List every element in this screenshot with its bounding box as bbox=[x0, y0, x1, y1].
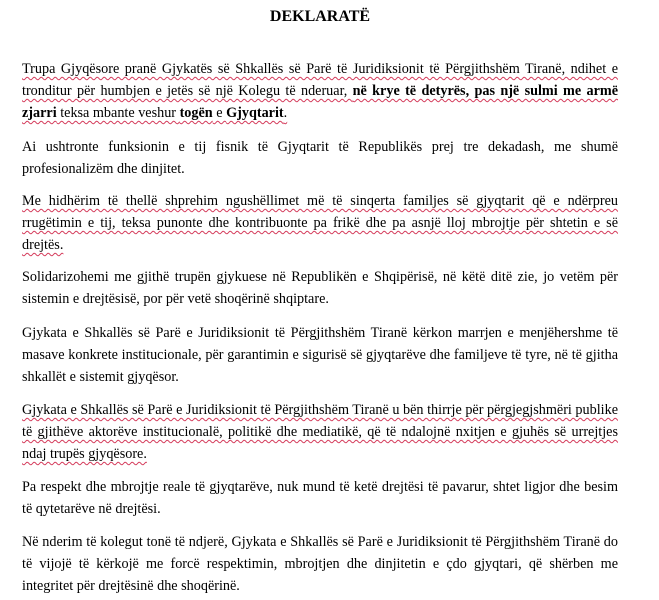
paragraph-text-segment: togën bbox=[179, 105, 213, 121]
document-page bbox=[22, 0, 618, 594]
paragraph-text-segment: në krye të detyrës, pas një sulmi me armë zjarri bbox=[22, 83, 618, 121]
paragraph-2 bbox=[22, 136, 618, 180]
paragraph-text-segment: Solidarizohemi me gjithë trupën gjykuese në Republikën e Shqipërisë, në këtë ditë zie, jo vetëm për sistemin e drejtësisë, por për vetë shoqërinë shqiptare. bbox=[22, 269, 618, 307]
paragraph-text-segment: Gjyqtarit bbox=[226, 105, 284, 121]
paragraph-text-segment: Gjykata e Shkallës së Parë e Juridiksionit të Përgjithshëm Tiranë kërkon marrjen e menjëhershme të masave konkrete institucionale, për garantimin e sigurisë së gjyqtarëve dhe familjeve të tyre, në të gjitha shkallët e sistemit gjyqësor. bbox=[22, 325, 618, 385]
paragraph-7 bbox=[22, 476, 618, 520]
paragraph-text-segment: . bbox=[283, 105, 288, 121]
paragraph-text-segment: e bbox=[212, 105, 227, 121]
paragraph-3 bbox=[22, 190, 618, 256]
paragraph-text-segment: Trupa Gjyqësore pranë Gjykatës së Shkallës së Parë të Juridiksionit të Përgjithshëm Tiranë, ndihet e tronditur për humbjen e jetës së një Kolegu të nderuar, bbox=[22, 61, 618, 99]
paragraph-4 bbox=[22, 266, 618, 310]
paragraph-6 bbox=[22, 399, 618, 465]
paragraph-text-segment: Pa respekt dhe mbrojtje reale të gjyqtarëve, nuk mund të ketë drejtësi të pavarur, shtet ligjor dhe besim të qytetarëve në drejtësi. bbox=[22, 479, 618, 517]
paragraph-1 bbox=[22, 58, 618, 124]
paragraph-text-segment: Ai ushtronte funksionin e tij fisnik të Gjyqtarit të Republikës prej tre dekadash, me shumë profesionalizëm dhe dinjitet. bbox=[22, 139, 618, 177]
paragraph-text-segment: teksa mbante veshur bbox=[56, 105, 180, 121]
paragraph-text-segment: Me hidhërim të thellë shprehim ngushëllimet më të sinqerta familjes së gjyqtarit që e ndërpreu rrugëtimin e tij, teksa punonte dhe kontribuonte pa frikë dhe pa asnjë lloj mbrojtje për shtetin e së drejtës. bbox=[22, 193, 618, 253]
paragraph-text-segment: Në nderim të kolegut tonë të ndjerë, Gjykata e Shkallës së Parë e Juridiksionit të Përgjithshëm Tiranë do të vijojë të kërkojë me forcë respektimin, mbrojtjen dhe dinjitetin e çdo gjyqtari, që shërben me integritet për drejtësinë dhe shoqërinë. bbox=[22, 534, 618, 594]
paragraph-text-segment: Gjykata e Shkallës së Parë e Juridiksionit të Përgjithshëm Tiranë u bën thirrje për përgjegjshmëri publike të gjithëve aktorëve institucionalë, politikë dhe mediatikë, që të ndalojnë nxitjen e gjuhës së urrejtjes ndaj trupës gjyqësore. bbox=[22, 402, 618, 462]
paragraph-8 bbox=[22, 531, 618, 597]
paragraph-5 bbox=[22, 322, 618, 388]
document-title: DEKLARATË bbox=[269, 8, 371, 25]
